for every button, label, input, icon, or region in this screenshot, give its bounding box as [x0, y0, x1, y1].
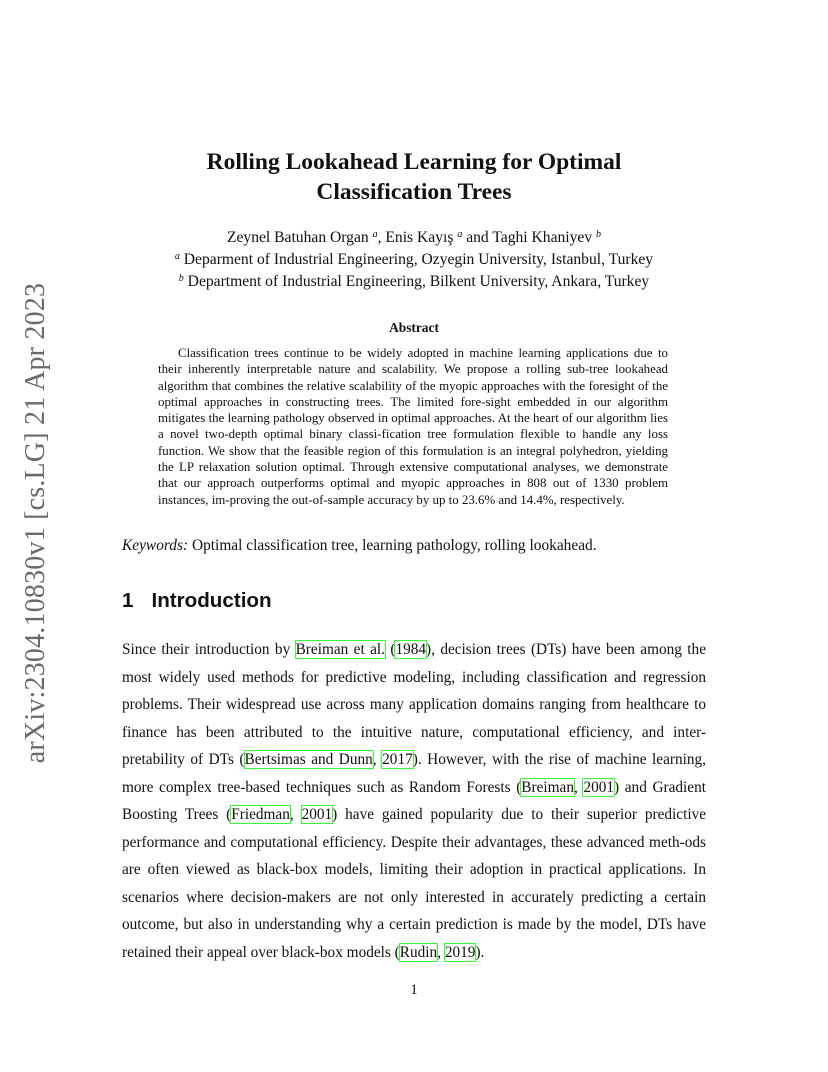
- intro-text: ) and Gradient Boosting Trees (: [122, 778, 706, 823]
- intro-text: ) have gained popularity due to their superior predictive performance and computational efficiency. Despite their advantages, these advanced meth-ods are often viewed as black-box models, limiting their adoption in practical applications. In scenarios where decision-makers are not only interested in accurately predicting a certain outcome, but also in understanding why a certain prediction is made by the model, DTs have retained their appeal over black-box models (: [122, 806, 707, 961]
- author-3-affiliation-mark: b: [596, 229, 602, 240]
- citation-link-friedman[interactable]: Friedman: [231, 806, 290, 823]
- affiliation-b: [90, 271, 738, 293]
- page-number: 1: [410, 982, 418, 998]
- intro-text: ,: [437, 943, 445, 961]
- intro-text: ,: [372, 751, 383, 768]
- author-separator-1: , Enis Kayış: [377, 229, 458, 246]
- introduction-paragraph: [122, 636, 706, 966]
- keywords-text: Optimal classification tree, learning pathology, rolling lookahead.: [188, 537, 597, 554]
- author-1-affiliation-mark: a: [372, 229, 378, 240]
- intro-text: ,: [289, 806, 302, 823]
- paper-title-line-1: Rolling Lookahead Learning for Optimal: [206, 149, 622, 175]
- citation-link-breiman[interactable]: Breiman: [521, 778, 574, 796]
- section-number: 1: [122, 589, 134, 612]
- intro-text: ,: [573, 778, 584, 796]
- citation-link-2017[interactable]: 2017: [382, 751, 413, 768]
- citation-link-bertsimas-dunn[interactable]: Bertsimas and Dunn: [244, 751, 373, 768]
- citation-link-rudin[interactable]: Rudin: [399, 943, 438, 961]
- author-1: Zeynel Batuhan Organ: [226, 229, 369, 246]
- section-heading-introduction: [122, 589, 272, 613]
- author-2-affiliation-mark: a: [457, 229, 463, 240]
- citation-link-1984[interactable]: 1984: [395, 641, 427, 658]
- author-separator-2: and Taghi Khaniyev: [462, 229, 597, 246]
- arxiv-identifier-text: arXiv:2304.10830v1 [cs.LG] 21 Apr 2023: [20, 282, 51, 764]
- affiliation-b-text: Department of Industrial Engineering, Bilkent University, Ankara, Turkey: [183, 273, 650, 290]
- paper-title-line-2: Classification Trees: [316, 179, 512, 205]
- section-title: Introduction: [151, 589, 272, 612]
- intro-text: ).: [475, 943, 485, 961]
- affiliation-a: [90, 249, 738, 271]
- abstract-text: Classification trees continue to be widely adopted in machine learning applications due to their inherently interpretable nature and scalability. We propose a rolling sub-tree lookahead algorithm that combines the relative scalability of the myopic approaches with the foresight of the optimal approaches in constructing trees. The limited fore-sight embedded in our algorithm mitigates the learning pathology observed in optimal approaches. At the heart of our algorithm lies a novel two-depth optimal binary classi-fication tree formulation flexible to handle any loss function. We show that the feasible region of this formulation is an integral polyhedron, yielding the LP relaxation solution optimal. Through extensive computational analyses, we demonstrate that our approach outperforms optimal and myopic approaches in 808 out of 1330 problem instances, im-proving the out-of-sample accuracy by up to 23.6% and 14.4%, respectively.: [158, 346, 668, 507]
- affiliation-a-mark: a: [174, 251, 180, 262]
- citation-link-2001-friedman[interactable]: 2001: [301, 806, 333, 823]
- intro-text: (: [384, 641, 396, 658]
- affiliation-b-mark: b: [178, 273, 184, 284]
- citation-link-breiman-et-al[interactable]: Breiman et al.: [295, 641, 385, 658]
- paper-title: [150, 147, 678, 207]
- citation-link-2001-breiman[interactable]: 2001: [583, 778, 615, 796]
- abstract-heading: Abstract: [389, 320, 439, 335]
- intro-text: Since their introduction by: [122, 641, 296, 658]
- intro-text: ). However, with the rise of machine learning, more complex tree-based techniques such as Random Forests (: [122, 751, 706, 796]
- arxiv-identifier-sidebar: [14, 282, 58, 764]
- keywords-label: Keywords:: [122, 537, 189, 554]
- affiliation-a-text: Deparment of Industrial Engineering, Ozyegin University, Istanbul, Turkey: [179, 251, 654, 268]
- citation-link-2019[interactable]: 2019: [444, 943, 476, 961]
- keywords-line: [122, 536, 712, 556]
- author-block: [90, 227, 738, 293]
- author-list: [90, 227, 738, 249]
- intro-text: ), decision trees (DTs) have been among the most widely used methods for predictive modeling, including classification and regression problems. Their widespread use across many application domains ranging from healthcare to finance has been attributed to the intuitive nature, computational efficiency, and inter-pretability of DTs (: [122, 641, 706, 768]
